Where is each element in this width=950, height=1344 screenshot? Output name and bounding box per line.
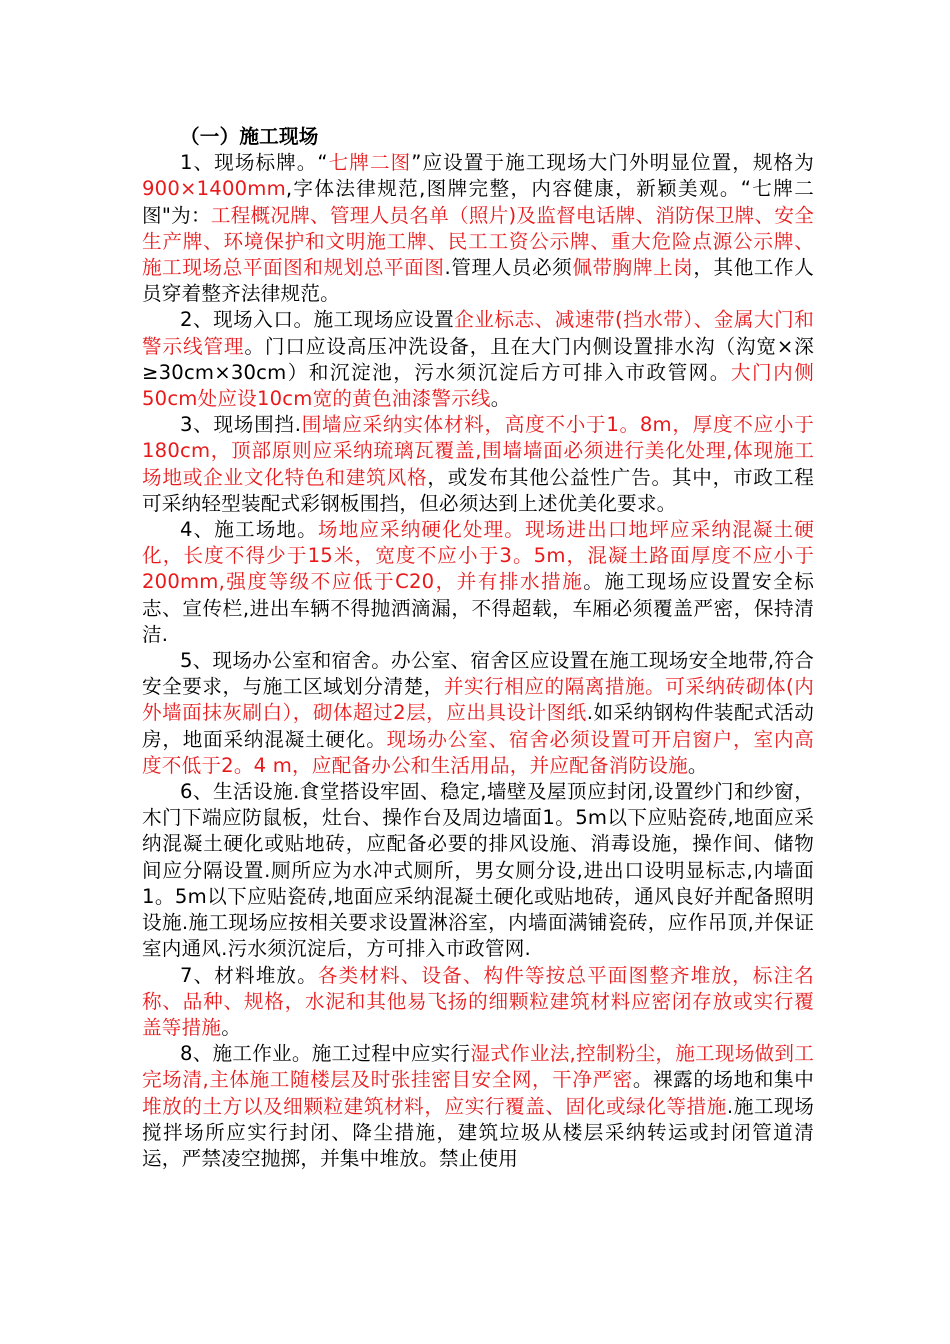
body-text: 6、生活设施.食堂搭设牢固、稳定,墙壁及屋顶应封闭,设置纱门和纱窗，木门下端应防鼠板，灶台、操作台及周边墙面1。5m以下应贴瓷砖,地面应采纳混凝土硬化或贴地砖，应配备必要的排风设施、消毒设施，操作间、储物间应分隔设置.厕所应为水冲式厕所，男女厕分设,进出口设明显标志,内墙面1。5m以下应贴瓷砖,地面应采纳混凝土硬化或贴地砖，通风良好并配备照明设施.施工现场应按相关要求设置淋浴室，内墙面满铺瓷砖，应作吊顶,并保证室内通风.污水须沉淀后，方可排入市政管网. [142, 780, 814, 961]
body-text: .管理人员必须 [444, 256, 573, 280]
paragraph-7 [142, 963, 814, 1042]
body-text: .如采纳钢构件装配式活动房，地面采纳混凝土硬化。 [142, 701, 814, 751]
highlighted-text: 900×1400mm [142, 177, 286, 201]
body-text: .施工现场搅拌场所应实行封闭、降尘措施，建筑垃圾从楼层采纳转运或封闭管道清运，严禁凌空抛掷，并集中堆放。禁止使用 [142, 1094, 814, 1170]
highlighted-text: 堆放的土方以及细颗粒建筑材料，应实行覆盖、固化或绿化等措施 [142, 1094, 727, 1118]
paragraph-8 [142, 1041, 814, 1172]
body-text: ”应设置于施工现场大门外明显位置，规格为 [411, 151, 814, 175]
highlighted-text: 各类材料、设备、构件等按总平面图整齐堆放，标注名称、品种、规格，水泥和其他易飞扬的细颗粒建筑材料应密闭存放或实行覆盖等措施 [142, 963, 814, 1039]
paragraph-2 [142, 307, 814, 412]
highlighted-text: 场地应采纳硬化处理。现场进出口地坪应采纳混凝土硬化，长度不得少于15米，宽度不应小于3。5m，混凝土路面厚度不应小于200mm,强度等级不应低于C20，并有排水措施 [142, 518, 814, 594]
highlighted-text: 大门内侧50cm处应设10cm宽的黄色油漆警示线 [142, 360, 814, 411]
highlighted-text: 企业标志、减速带(挡水带）、金属大门和警示线管理 [142, 308, 814, 358]
body-text: 7、材料堆放。 [180, 963, 318, 987]
body-text: 1、现场标牌。“ [180, 151, 328, 175]
highlighted-text: 工程概况牌、管理人员名单（照片)及监督电话牌、消防保卫牌、安全生产牌、环境保护和文明施工牌、民工工资公示牌、重大危险点源公示牌、施工现场总平面图和规划总平面图 [142, 203, 815, 280]
highlighted-text: 现场办公室、宿舍必须设置可开启窗户，室内高度不低于2。4 m，应配备办公和生活用品，并应配备消防设施 [142, 727, 814, 777]
paragraph-list [142, 150, 814, 1172]
body-text: 。门口应设高压冲洗设备，且在大门内侧设置排水沟（沟宽×深≥30cm×30cm）和沉淀池，污水须沉淀后方可排入市政管网。 [142, 334, 814, 384]
body-text: 。 [221, 1015, 241, 1039]
body-text: 8、施工作业。施工过程中应实行 [180, 1042, 471, 1066]
highlighted-text: 佩带胸牌上岗 [572, 256, 694, 280]
body-text: 2、现场入口。施工现场应设置 [180, 308, 455, 332]
body-text: 。裸露的场地和集中 [632, 1068, 814, 1092]
highlighted-text: 并实行相应的隔离措施。可采纳砖砌体(内外墙面抹灰刷白），砌体超过2层，应出具设计图纸 [142, 675, 814, 725]
body-text: 。施工现场应设置安全标志、宣传栏,进出车辆不得抛洒滴漏，不得超载，车厢必须覆盖严密，保持清洁. [142, 570, 814, 646]
body-text: 4、施工场地。 [180, 518, 318, 542]
body-text: 。 [687, 753, 708, 777]
paragraph-5 [142, 648, 814, 779]
body-text: 。 [490, 387, 511, 411]
paragraph-1 [142, 150, 814, 307]
highlighted-text: 围墙应采纳实体材料，高度不小于1。8m，厚度不应小于180cm，顶部原则应采纳琉璃瓦覆盖,围墙墙面必须进行美化处理,体现施工场地或企业文化特色和建筑风格 [142, 413, 814, 489]
body-text: ,字体法律规范,图牌完整，内容健康，新颖美观。“七牌二图"为： [142, 177, 814, 227]
paragraph-4 [142, 517, 814, 648]
paragraph-6 [142, 779, 814, 962]
body-text: 3、现场围挡. [180, 413, 302, 437]
document-body [142, 124, 814, 1172]
highlighted-text: 七牌二图 [327, 151, 412, 175]
body-text: ，或发布其他公益性广告。其中，市政工程可采纳轻型装配式彩钢板围挡，但必须达到上述优美化要求。 [142, 465, 814, 515]
highlighted-text: 湿式作业法,控制粉尘，施工现场做到工完场清,主体施工随楼层及时张挂密目安全网，干净严密 [142, 1042, 815, 1092]
paragraph-3 [142, 412, 814, 517]
body-text: 5、现场办公室和宿舍。办公室、宿舍区应设置在施工现场安全地带,符合安全要求，与施工区域划分清楚， [142, 649, 814, 699]
body-text: ，其他工作人员穿着整齐法律规范。 [142, 256, 814, 306]
section-heading: （一）施工现场 [180, 125, 319, 148]
